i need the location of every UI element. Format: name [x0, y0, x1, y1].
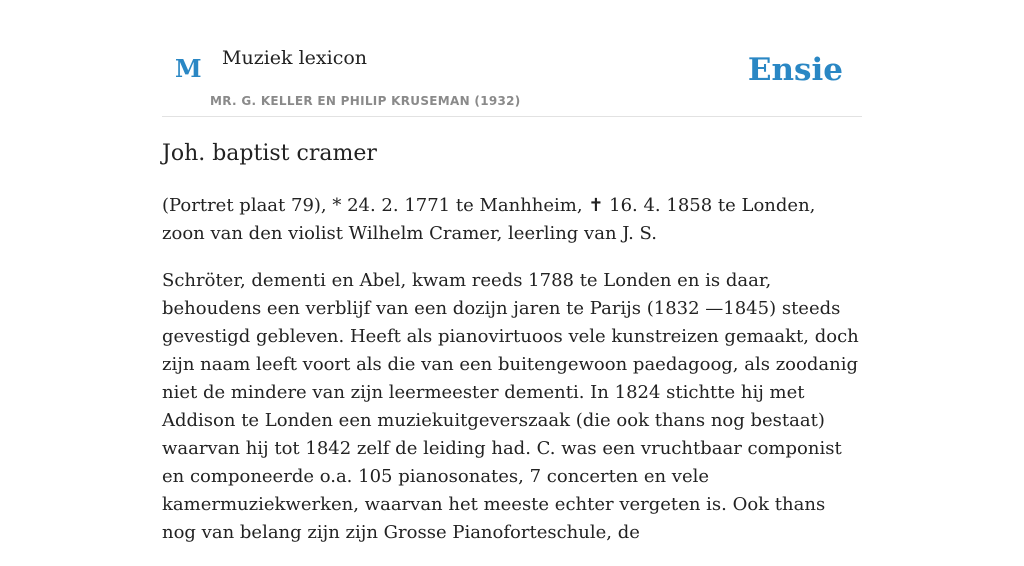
book-author: MR. G. KELLER EN PHILIP KRUSEMAN (1932) [210, 94, 521, 108]
page [162, 0, 862, 543]
ensie-logo[interactable]: Ensie [747, 52, 843, 88]
article-title: Joh. baptist cramer [162, 141, 377, 166]
book-logo[interactable]: M [175, 54, 202, 83]
book-title[interactable]: Muziek lexicon [222, 47, 368, 69]
article-body [162, 192, 862, 566]
article-paragraph: Schröter, dementi en Abel, kwam reeds 1788 te Londen en is daar, behoudens een verblijf van een dozijn jaren te Parijs (1832 —1845) steeds gevestigd gebleven. Heeft als pianovirtuoos vele kunstreizen gemaakt, doch zijn naam leeft voort als die van een buitengewoon paedagoog, als zoodanig niet de mindere van zijn leermeester dementi. In 1824 stichtte hij met Addison te Londen een muziekuitgeverszaak (die ook thans nog bestaat) waarvan hij tot 1842 zelf de leiding had. C. was een vruchtbaar componist en componeerde o.a. 105 pianosonates, 7 concerten en vele kamermuziekwerken, waarvan het meeste echter vergeten is. Ook thans nog van belang zijn zijn Grosse Pianoforteschule, de [162, 270, 859, 543]
article-paragraph: (Portret plaat 79), * 24. 2. 1771 te Manhheim, ✝ 16. 4. 1858 te Londen, zoon van den violist Wilhelm Cramer, leerling van J. S. [162, 195, 816, 244]
header [162, 0, 862, 117]
